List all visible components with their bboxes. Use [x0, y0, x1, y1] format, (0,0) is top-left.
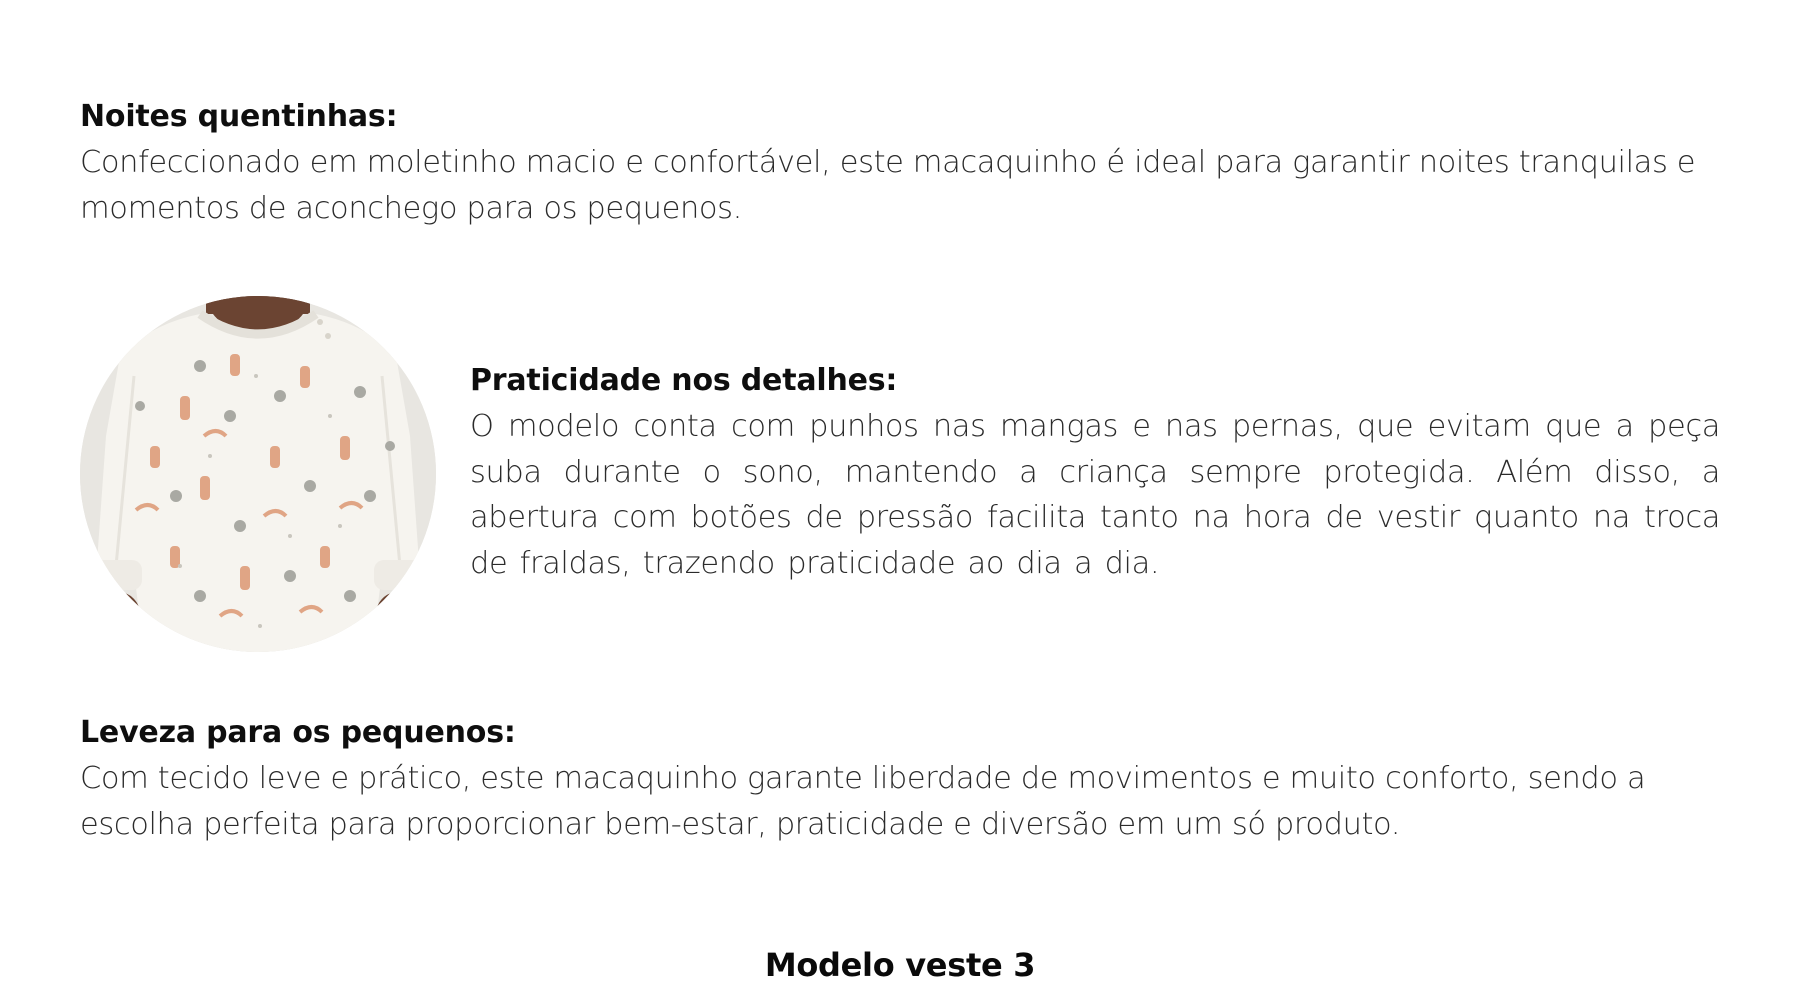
section-praticidade-nos-detalhes	[470, 362, 1720, 586]
product-photo-svg	[80, 296, 436, 652]
section-text: O modelo conta com punhos nas mangas e nas pernas, que evitam que a peça suba durante o sono, mantendo a criança sempre protegida. Além disso, a abertura com botões de pressão facilita tanto na hora de vestir quanto na troca de fraldas, trazendo praticidade ao dia a dia.	[470, 409, 1720, 581]
product-photo-icon	[80, 296, 436, 652]
section-noites-quentinhas	[80, 98, 1740, 231]
section-heading: Leveza para os pequenos:	[80, 715, 516, 750]
model-size-caption: Modelo veste 3	[764, 946, 1036, 984]
section-leveza-para-os-pequenos	[80, 714, 1740, 847]
section-heading: Praticidade nos detalhes:	[470, 363, 898, 398]
section-text: Confeccionado em moletinho macio e confortável, este macaquinho é ideal para garantir noites tranquilas e momentos de aconchego para os pequenos.	[80, 145, 1696, 226]
section-heading: Noites quentinhas:	[80, 99, 398, 134]
section-text: Com tecido leve e prático, este macaquinho garante liberdade de movimentos e muito conforto, sendo a escolha perfeita para proporcionar bem-estar, praticidade e diversão em um só produto.	[80, 761, 1646, 842]
